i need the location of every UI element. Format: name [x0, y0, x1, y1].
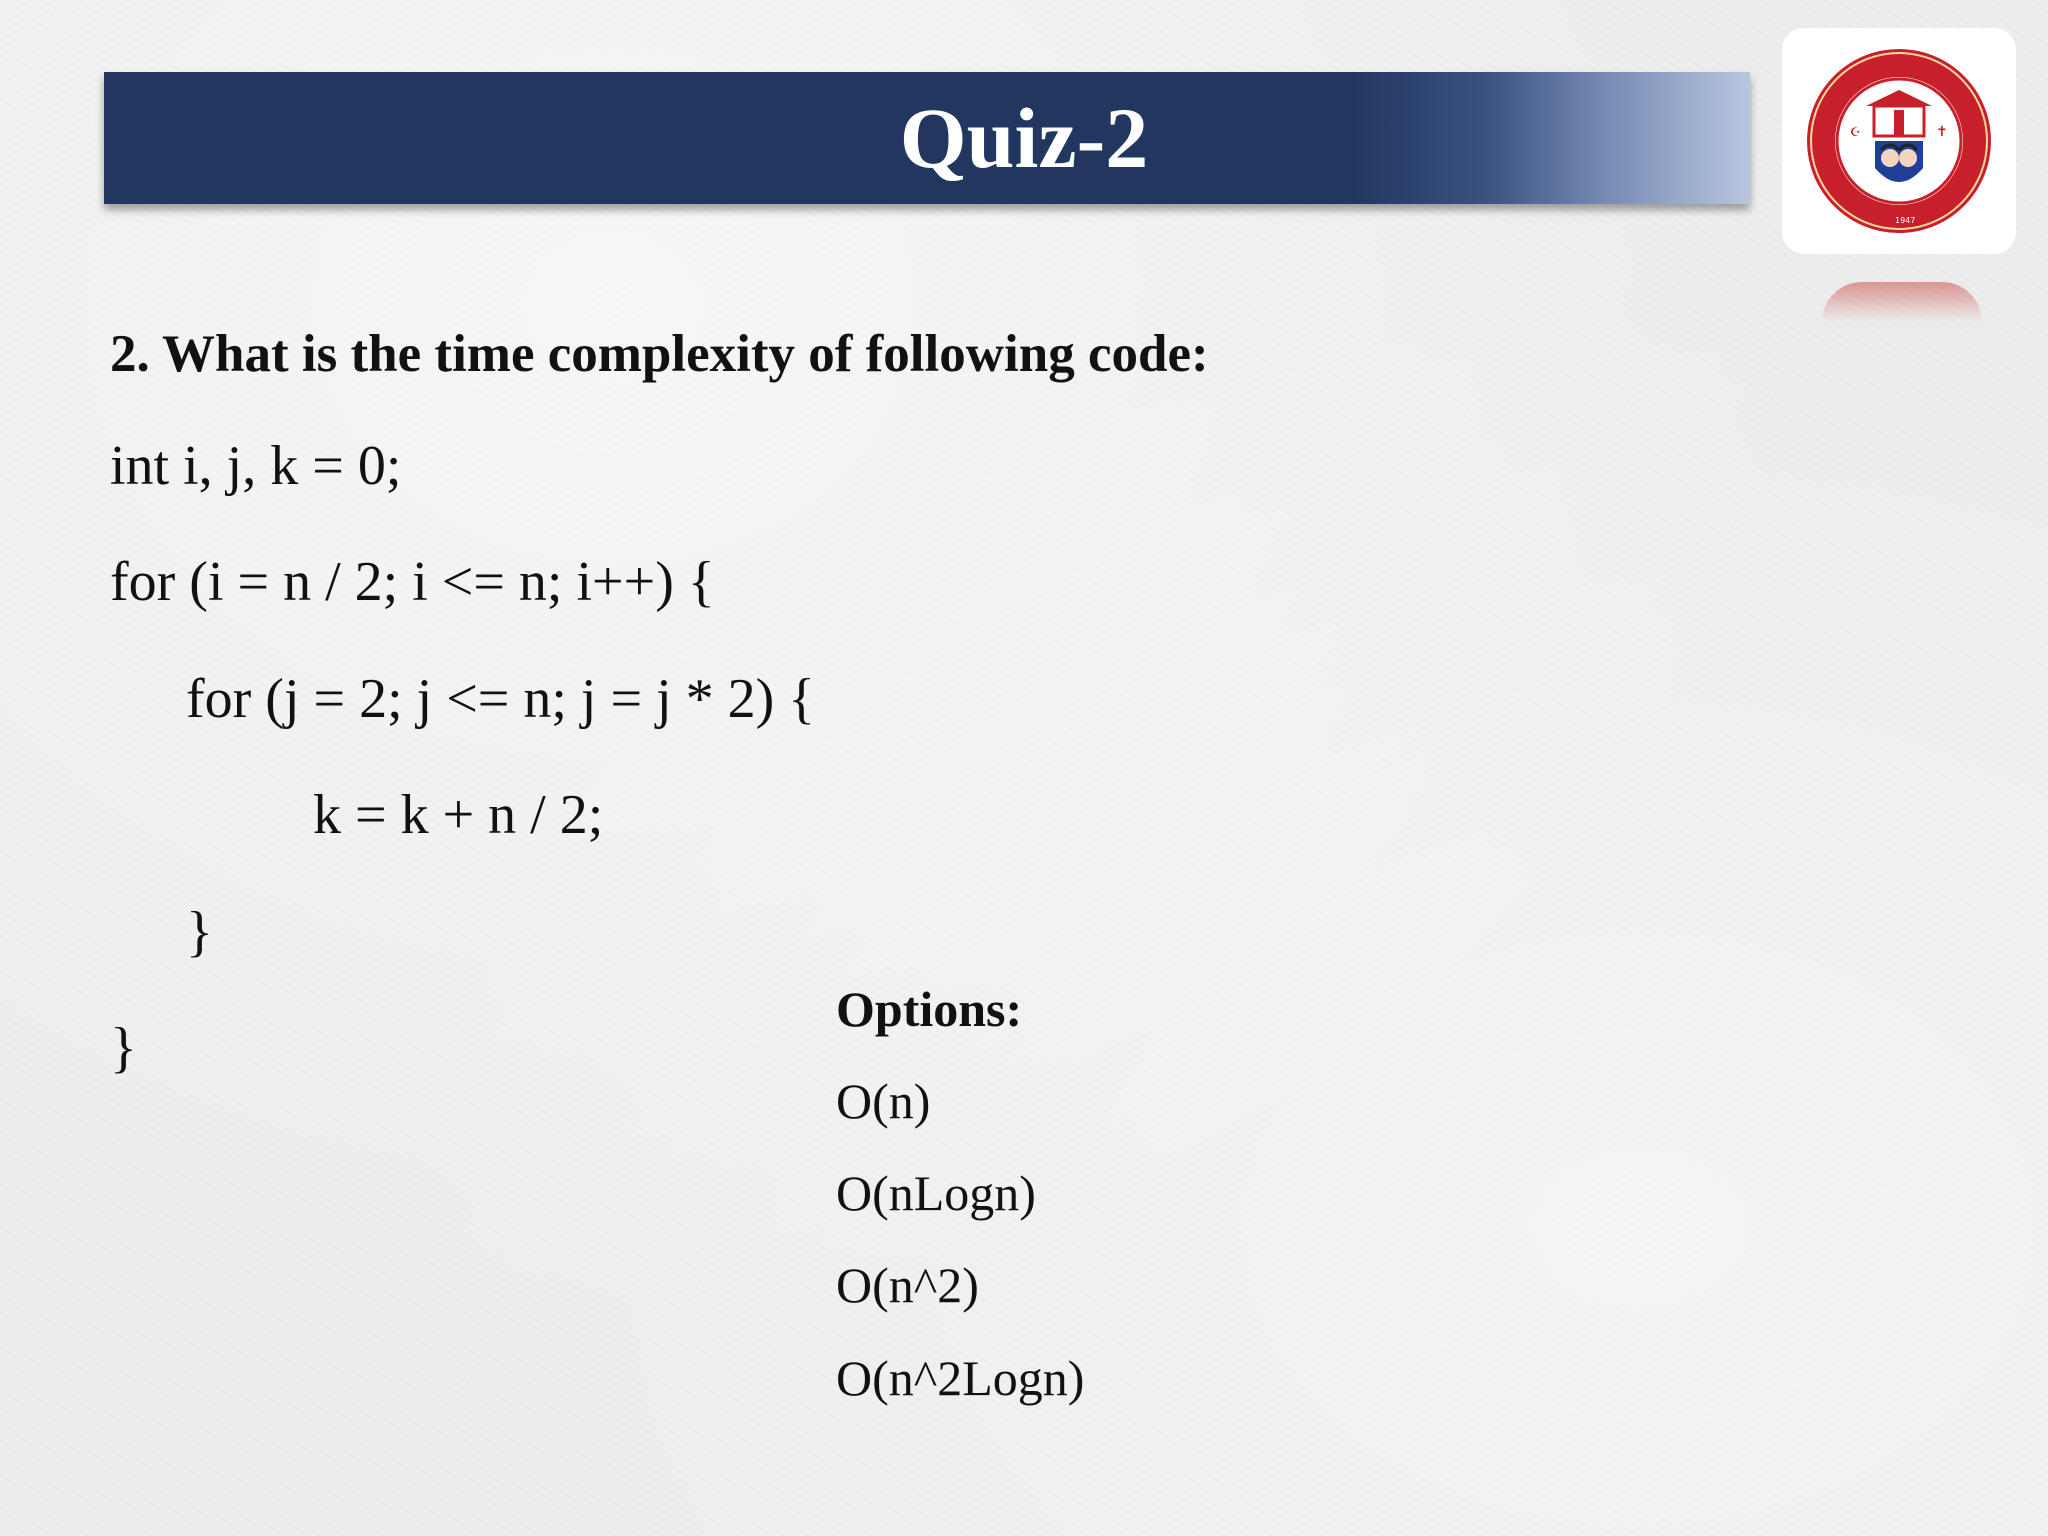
code-line: int i, j, k = 0; — [110, 435, 402, 497]
institute-seal-logo-icon — [1782, 28, 2016, 254]
code-line: for (j = 2; j <= n; j = j * 2) { — [186, 668, 816, 730]
svg-text:☪: ☪ — [1850, 125, 1861, 139]
option-item: O(nLogn) — [836, 1165, 1036, 1221]
code-line: } — [110, 1017, 137, 1079]
logo-container — [1782, 28, 2016, 254]
question-text: 2. What is the time complexity of following code: — [110, 325, 1209, 383]
option-item: O(n^2) — [836, 1257, 979, 1313]
options-heading: Options: — [836, 981, 1023, 1037]
title-bar — [104, 72, 1750, 204]
code-line: } — [186, 901, 213, 963]
logo-reflection — [1822, 282, 1982, 322]
option-item: O(n) — [836, 1073, 931, 1129]
code-line: k = k + n / 2; — [313, 784, 604, 846]
slide-title: Quiz-2 — [899, 90, 1149, 186]
svg-text:✝: ✝ — [1936, 124, 1948, 140]
option-item: O(n^2Logn) — [836, 1350, 1085, 1406]
seal-year: 1947 — [1895, 216, 1916, 225]
code-line: for (i = n / 2; i <= n; i++) { — [110, 551, 715, 613]
